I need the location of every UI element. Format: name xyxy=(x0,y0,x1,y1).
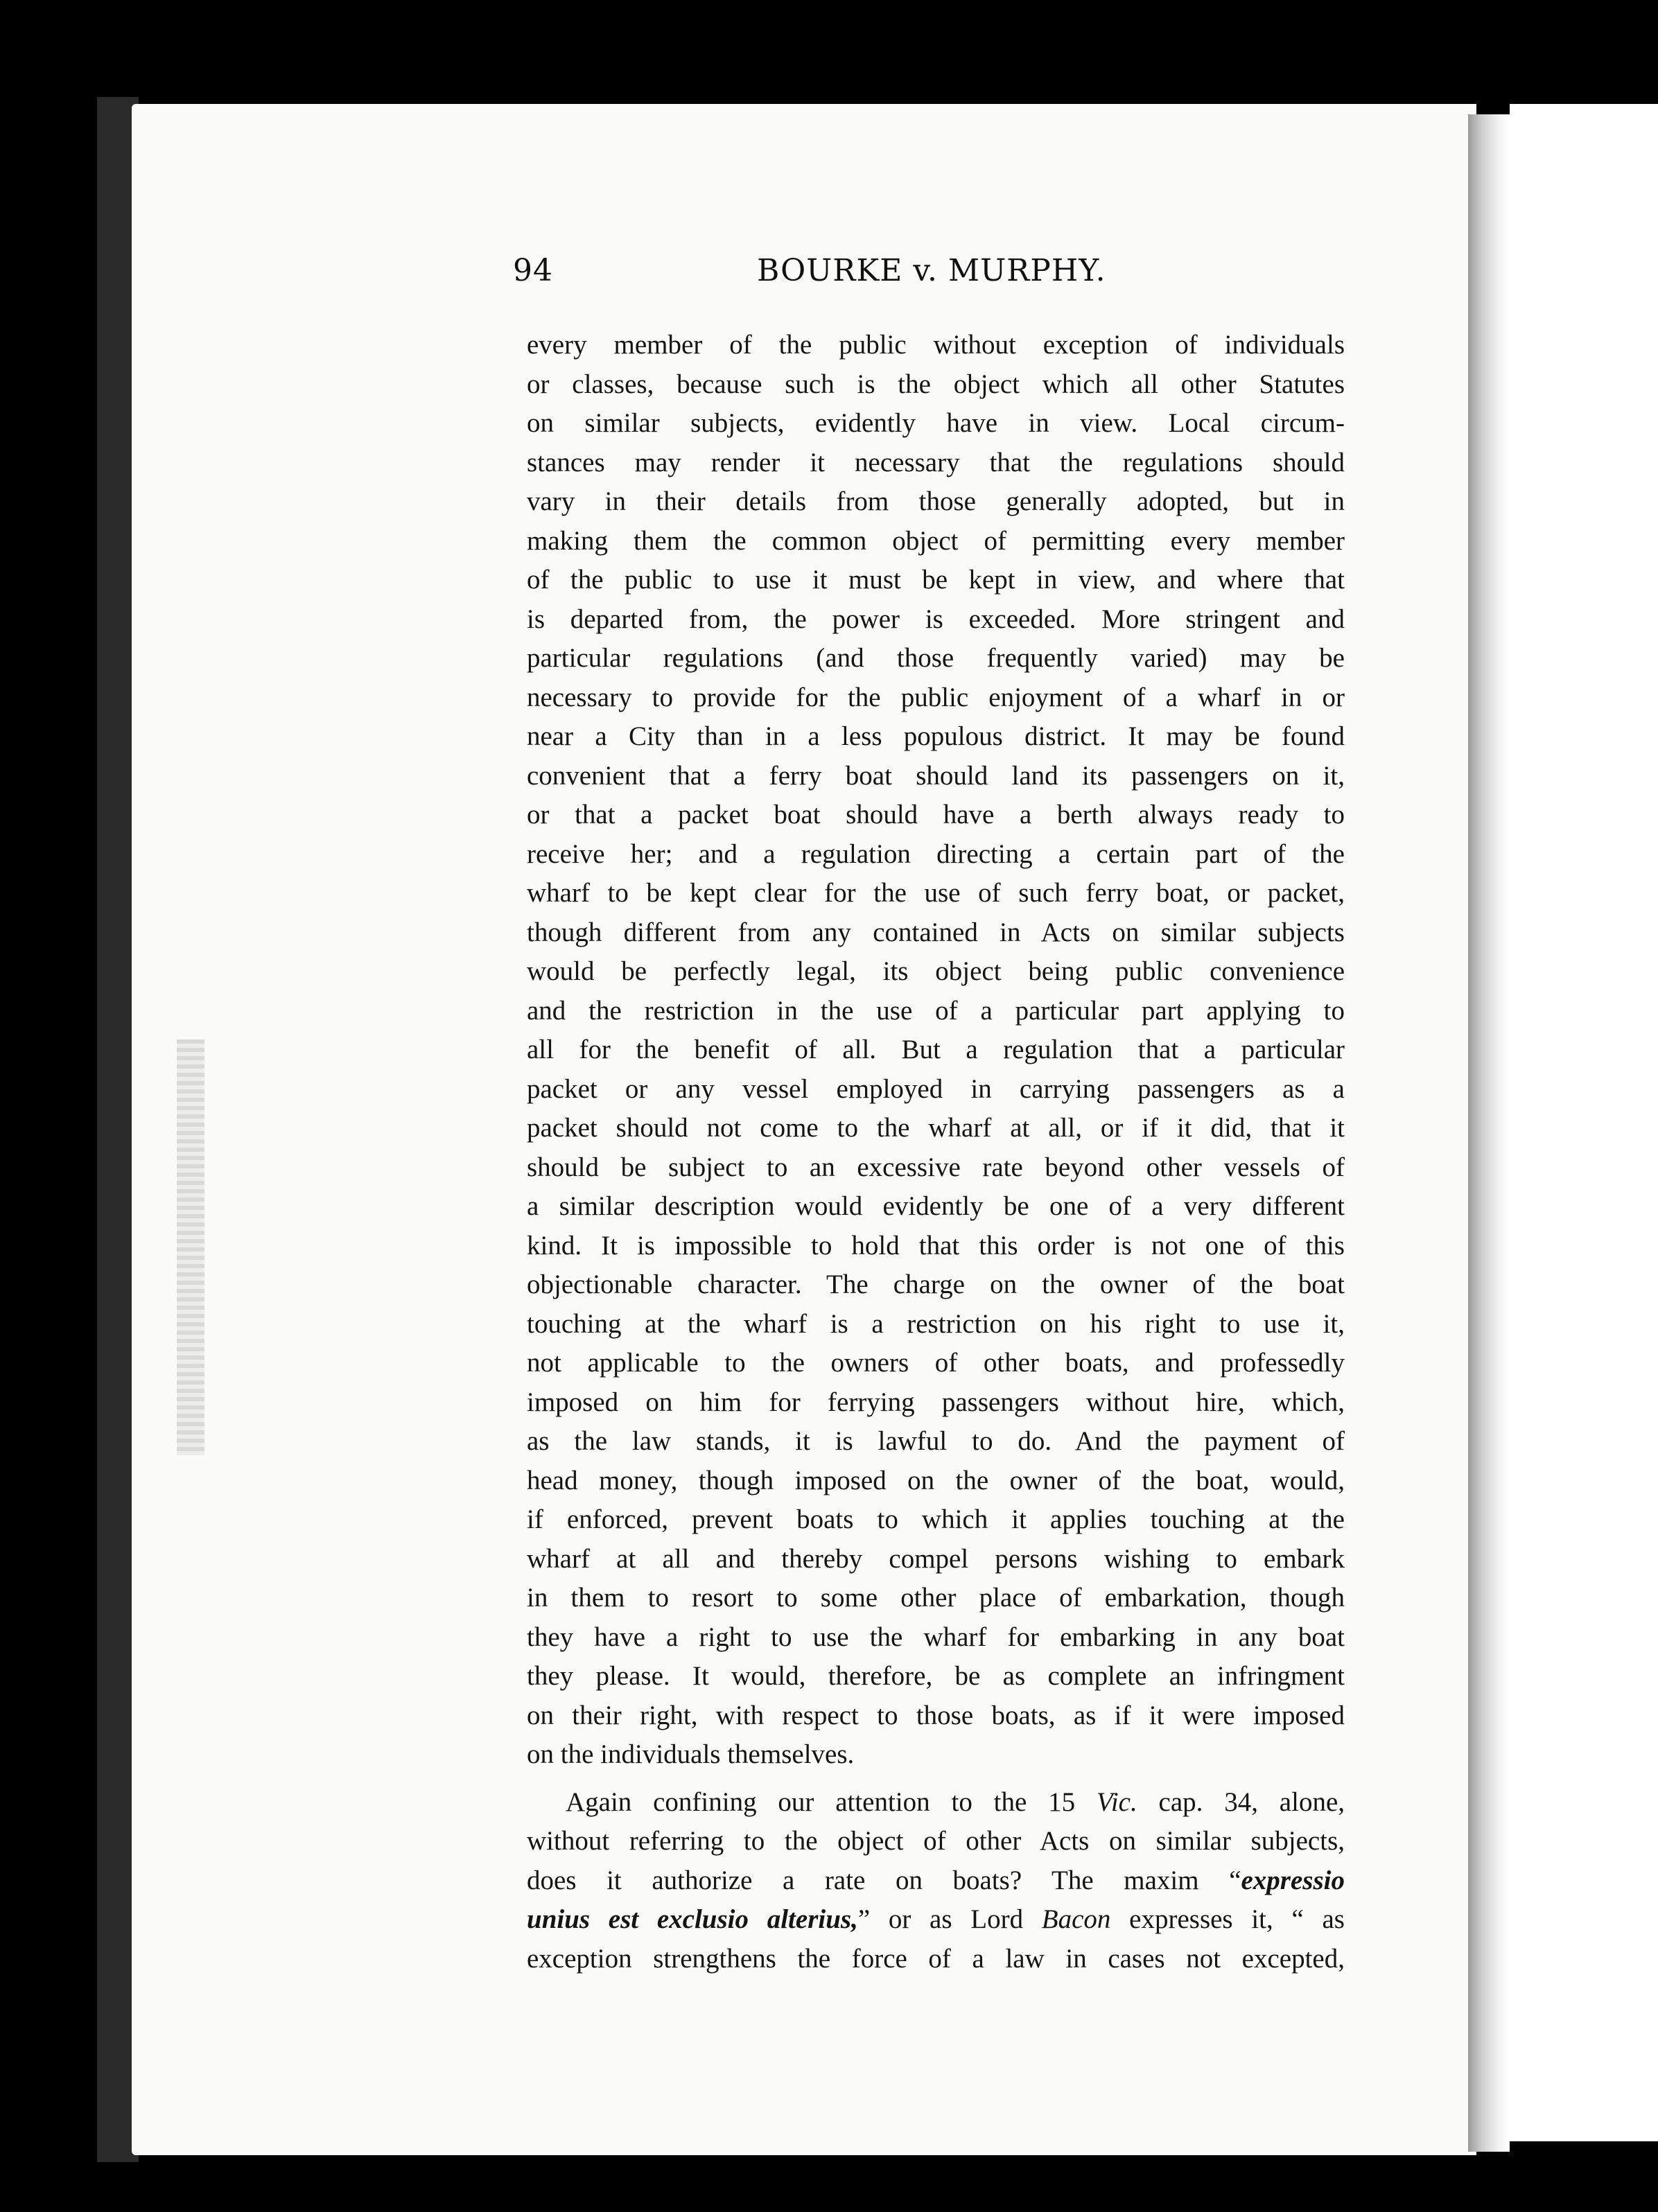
text-line: packet should not come to the wharf at all, or if it did, that it xyxy=(527,1113,1345,1143)
text-run: Again confining our attention to the 15 xyxy=(566,1787,1097,1817)
text-line: stances may render it necessary that the regulations should xyxy=(527,447,1345,477)
italic-run: unius est exclusio alterius, xyxy=(527,1904,858,1934)
text-line: objectionable character. The charge on the owner of the boat xyxy=(527,1270,1345,1299)
paragraph-2 xyxy=(527,1783,1345,1979)
text-run: expresses it, “ as xyxy=(1110,1904,1345,1934)
text-line: would be perfectly legal, its object being public convenience xyxy=(527,956,1345,986)
text-line: they please. It would, therefore, be as complete an infringment xyxy=(527,1661,1345,1691)
text-line: on their right, with respect to those boats, as if it were imposed xyxy=(527,1700,1345,1730)
page-header xyxy=(513,253,1345,301)
body-text xyxy=(527,326,1345,1978)
text-line: packet or any vessel employed in carrying passengers as a xyxy=(527,1073,1345,1104)
text-line: or that a packet boat should have a berth always ready to xyxy=(527,800,1345,830)
text-line: or classes, because such is the object which all other Statutes xyxy=(527,369,1345,399)
text-line: is departed from, the power is exceeded. More stringent and xyxy=(527,604,1345,634)
text-line: they have a right to use the wharf for embarking in any boat xyxy=(527,1622,1345,1652)
text-line: all for the benefit of all. But a regulation that a particular xyxy=(527,1035,1345,1064)
italic-run: expressio xyxy=(1241,1865,1345,1895)
text-line: receive her; and a regulation directing a certain part of the xyxy=(527,839,1345,869)
text-line: kind. It is impossible to hold that this order is not one of this xyxy=(527,1230,1345,1261)
paragraph-gap xyxy=(527,1775,1345,1783)
text-line: not applicable to the owners of other boats, and professedly xyxy=(527,1348,1345,1378)
bleed-through-marks xyxy=(177,1039,204,1455)
text-line: though different from any contained in Acts on similar subjects xyxy=(527,917,1345,947)
text-line: without referring to the object of other Acts on similar subjects, xyxy=(527,1826,1345,1856)
text-line: every member of the public without exception of individuals xyxy=(527,330,1345,360)
text-line: a similar description would evidently be one of a very different xyxy=(527,1191,1345,1221)
text-line: imposed on him for ferrying passengers without hire, which, xyxy=(527,1387,1345,1417)
text-line: wharf to be kept clear for the use of such ferry boat, or packet, xyxy=(527,878,1345,908)
text-line: as the law stands, it is lawful to do. And the payment of xyxy=(527,1426,1345,1456)
text-line: and the restriction in the use of a particular part applying to xyxy=(527,995,1345,1026)
page-fore-edge xyxy=(1468,114,1510,2152)
text-line: of the public to use it must be kept in view, and where that xyxy=(527,565,1345,595)
italic-run: Bacon xyxy=(1041,1904,1111,1934)
text-run: ” or as Lord xyxy=(857,1904,1042,1934)
text-line: necessary to provide for the public enjoyment of a wharf in or xyxy=(527,682,1345,712)
text-line: touching at the wharf is a restriction on his right to use it, xyxy=(527,1308,1345,1339)
text-line: if enforced, prevent boats to which it applies touching at the xyxy=(527,1504,1345,1534)
text-line xyxy=(527,1783,1345,1823)
text-line: should be subject to an excessive rate beyond other vessels of xyxy=(527,1152,1345,1182)
facing-page xyxy=(1510,104,1658,2141)
italic-run: Vic. xyxy=(1096,1787,1137,1817)
text-line: near a City than in a less populous district. It may be found xyxy=(527,721,1345,751)
text-line: making them the common object of permitting every member xyxy=(527,525,1345,556)
text-line xyxy=(527,1900,1345,1940)
text-line: on the individuals themselves. xyxy=(527,1739,855,1769)
text-line xyxy=(527,1861,1345,1901)
paragraph-1 xyxy=(527,326,1345,1775)
text-run: cap. 34, alone, xyxy=(1137,1787,1345,1817)
text-line: on similar subjects, evidently have in view. Local circum- xyxy=(527,408,1345,438)
text-line: in them to resort to some other place of embarkation, though xyxy=(527,1583,1345,1613)
text-line: wharf at all and thereby compel persons wishing to embark xyxy=(527,1543,1345,1574)
text-run: does it authorize a rate on boats? The maxim “ xyxy=(527,1865,1241,1895)
text-line: vary in their details from those generally adopted, but in xyxy=(527,486,1345,516)
text-line: exception strengthens the force of a law in cases not excepted, xyxy=(527,1943,1345,1974)
text-line: particular regulations (and those frequently varied) may be xyxy=(527,643,1345,673)
page-number: 94 xyxy=(513,253,553,288)
running-title: BOURKE v. MURPHY. xyxy=(757,253,1106,288)
text-line: head money, though imposed on the owner of the boat, would, xyxy=(527,1465,1345,1495)
text-line: convenient that a ferry boat should land its passengers on it, xyxy=(527,760,1345,791)
